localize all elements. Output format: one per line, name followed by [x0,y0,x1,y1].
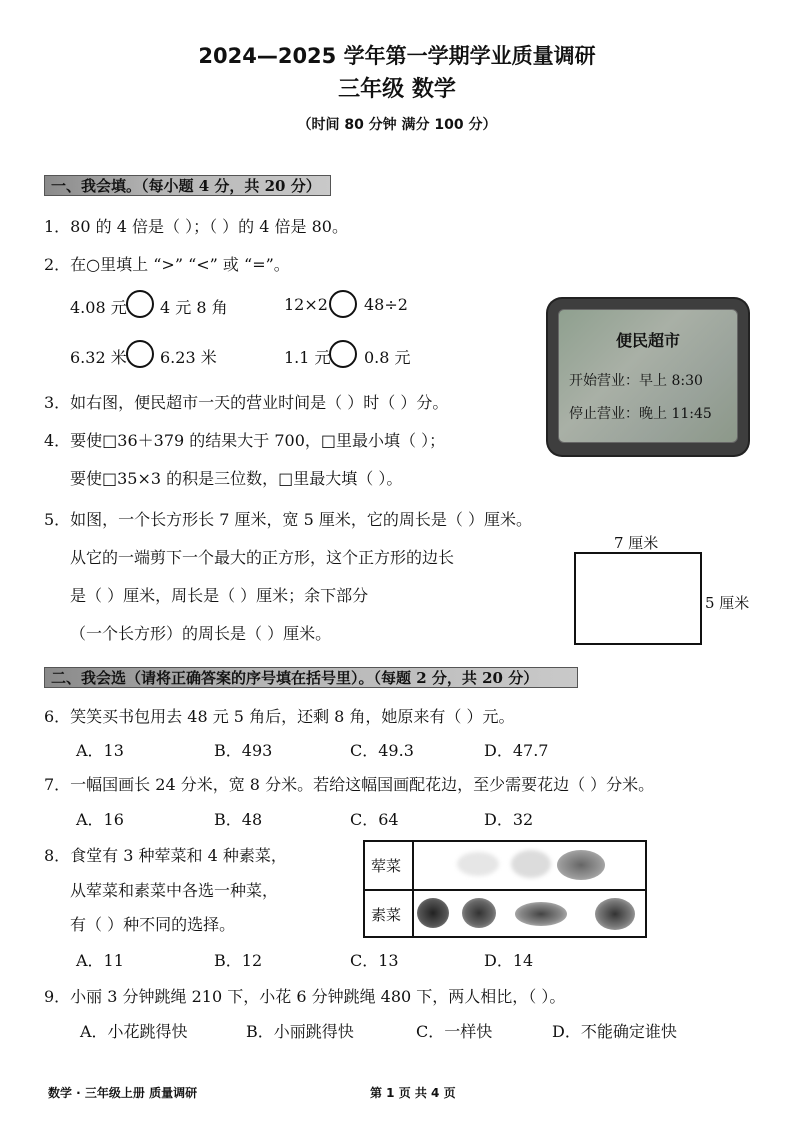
q2-item-3-right: 6.23 米 [160,348,217,367]
table-row-divider [365,889,645,891]
question-8-part-b: 从荤菜和素菜中各选一种菜， [70,881,279,900]
meat-dish-2-icon [511,850,551,878]
veg-dish-4-icon [595,898,635,930]
sign-close-time: 停止营业：晚上 11:45 [569,406,712,422]
section1-heading: 一、我会填。（每小题 4 分，共 20 分） [44,175,331,196]
q7-option-b: B．48 [214,810,263,829]
footer-page-number: 第 1 页 共 4 页 [370,1086,456,1100]
q2-item-1-right: 4 元 8 角 [160,298,228,317]
question-5-part-d: （一个长方形）的周长是（ ）厘米。 [70,624,332,643]
table-label-veg: 素菜 [371,906,402,924]
q9-option-a: A．小花跳得快 [80,1022,188,1041]
q2-item-2-left: 12×2 [284,295,328,314]
q8-option-c: C．13 [350,951,399,970]
q6-option-d: D．47.7 [484,741,549,760]
q7-option-d: D．32 [484,810,534,829]
q2-item-4-right: 0.8 元 [364,348,411,367]
compare-circle-3[interactable] [126,340,154,368]
q8-option-d: D．14 [484,951,534,970]
exam-info: （时间 80 分钟 满分 100 分） [297,117,497,133]
exam-subject: 三年级 数学 [338,77,456,102]
rectangle-figure [574,552,702,645]
question-6: 6．笑笑买书包用去 48 元 5 角后，还剩 8 角，她原来有（ ）元。 [44,707,515,726]
veg-dish-2-icon [462,898,496,928]
question-4-part-b: 要使□35×3 的积是三位数，□里最大填（ ）。 [70,469,403,488]
supermarket-sign [548,299,748,455]
meat-dish-3-icon [557,850,605,880]
question-8-part-a: 8．食堂有 3 种荤菜和 4 种素菜， [44,846,287,865]
q9-option-d: D．不能确定谁快 [552,1022,677,1041]
compare-circle-2[interactable] [329,290,357,318]
sign-open-time: 开始营业：早上 8:30 [569,373,703,389]
question-8-part-c: 有（ ）种不同的选择。 [70,915,236,934]
question-1: 1．80 的 4 倍是（ ）；（ ）的 4 倍是 80。 [44,217,348,236]
q9-option-c: C．一样快 [416,1022,493,1041]
question-5-part-c: 是（ ）厘米，周长是（ ）厘米；余下部分 [70,586,369,605]
question-5-part-b: 从它的一端剪下一个最大的正方形，这个正方形的边长 [70,548,455,567]
compare-circle-1[interactable] [126,290,154,318]
q2-item-4-left: 1.1 元 [284,348,331,367]
question-4-part-a: 4．要使□36＋379 的结果大于 700，□里最小填（ ）； [44,431,446,450]
exam-title: 2024—2025 学年第一学期学业质量调研 [198,44,596,68]
q8-option-b: B．12 [214,951,263,970]
rect-length-label: 7 厘米 [614,534,659,552]
section2-heading: 二、我会选（请将正确答案的序号填在括号里）。（每题 2 分，共 20 分） [44,667,578,688]
q2-item-3-left: 6.32 米 [70,348,127,367]
sign-title: 便民超市 [615,331,680,350]
q9-option-b: B．小丽跳得快 [246,1022,354,1041]
meat-dish-1-icon [457,852,499,876]
compare-circle-4[interactable] [329,340,357,368]
table-column-divider [412,842,414,936]
q6-option-a: A．13 [76,741,124,760]
sign-panel [558,309,738,443]
table-label-meat: 荤菜 [371,857,402,875]
q8-option-a: A．11 [76,951,124,970]
veg-dish-1-icon [417,898,449,928]
q2-item-1-left: 4.08 元 [70,298,127,317]
question-3: 3．如右图，便民超市一天的营业时间是（ ）时（ ）分。 [44,393,449,412]
q6-option-c: C．49.3 [350,741,414,760]
q6-option-b: B．493 [214,741,273,760]
question-9: 9．小丽 3 分钟跳绳 210 下，小花 6 分钟跳绳 480 下，两人相比，（ ）。 [44,987,566,1006]
question-2: 2．在○里填上 “>” “<” 或 “=”。 [44,255,290,274]
q7-option-c: C．64 [350,810,399,829]
q7-option-a: A．16 [76,810,124,829]
question-7: 7．一幅国画长 24 分米，宽 8 分米。若给这幅国画配花边，至少需要花边（ ）分米。 [44,775,655,794]
dish-table [363,840,647,938]
question-5-part-a: 5．如图，一个长方形长 7 厘米，宽 5 厘米，它的周长是（ ）厘米。 [44,510,532,529]
footer-subject: 数学 · 三年级上册 质量调研 [48,1086,198,1100]
q2-item-2-right: 48÷2 [364,295,408,314]
veg-dish-3-icon [515,902,567,926]
rect-width-label: 5 厘米 [705,594,750,612]
